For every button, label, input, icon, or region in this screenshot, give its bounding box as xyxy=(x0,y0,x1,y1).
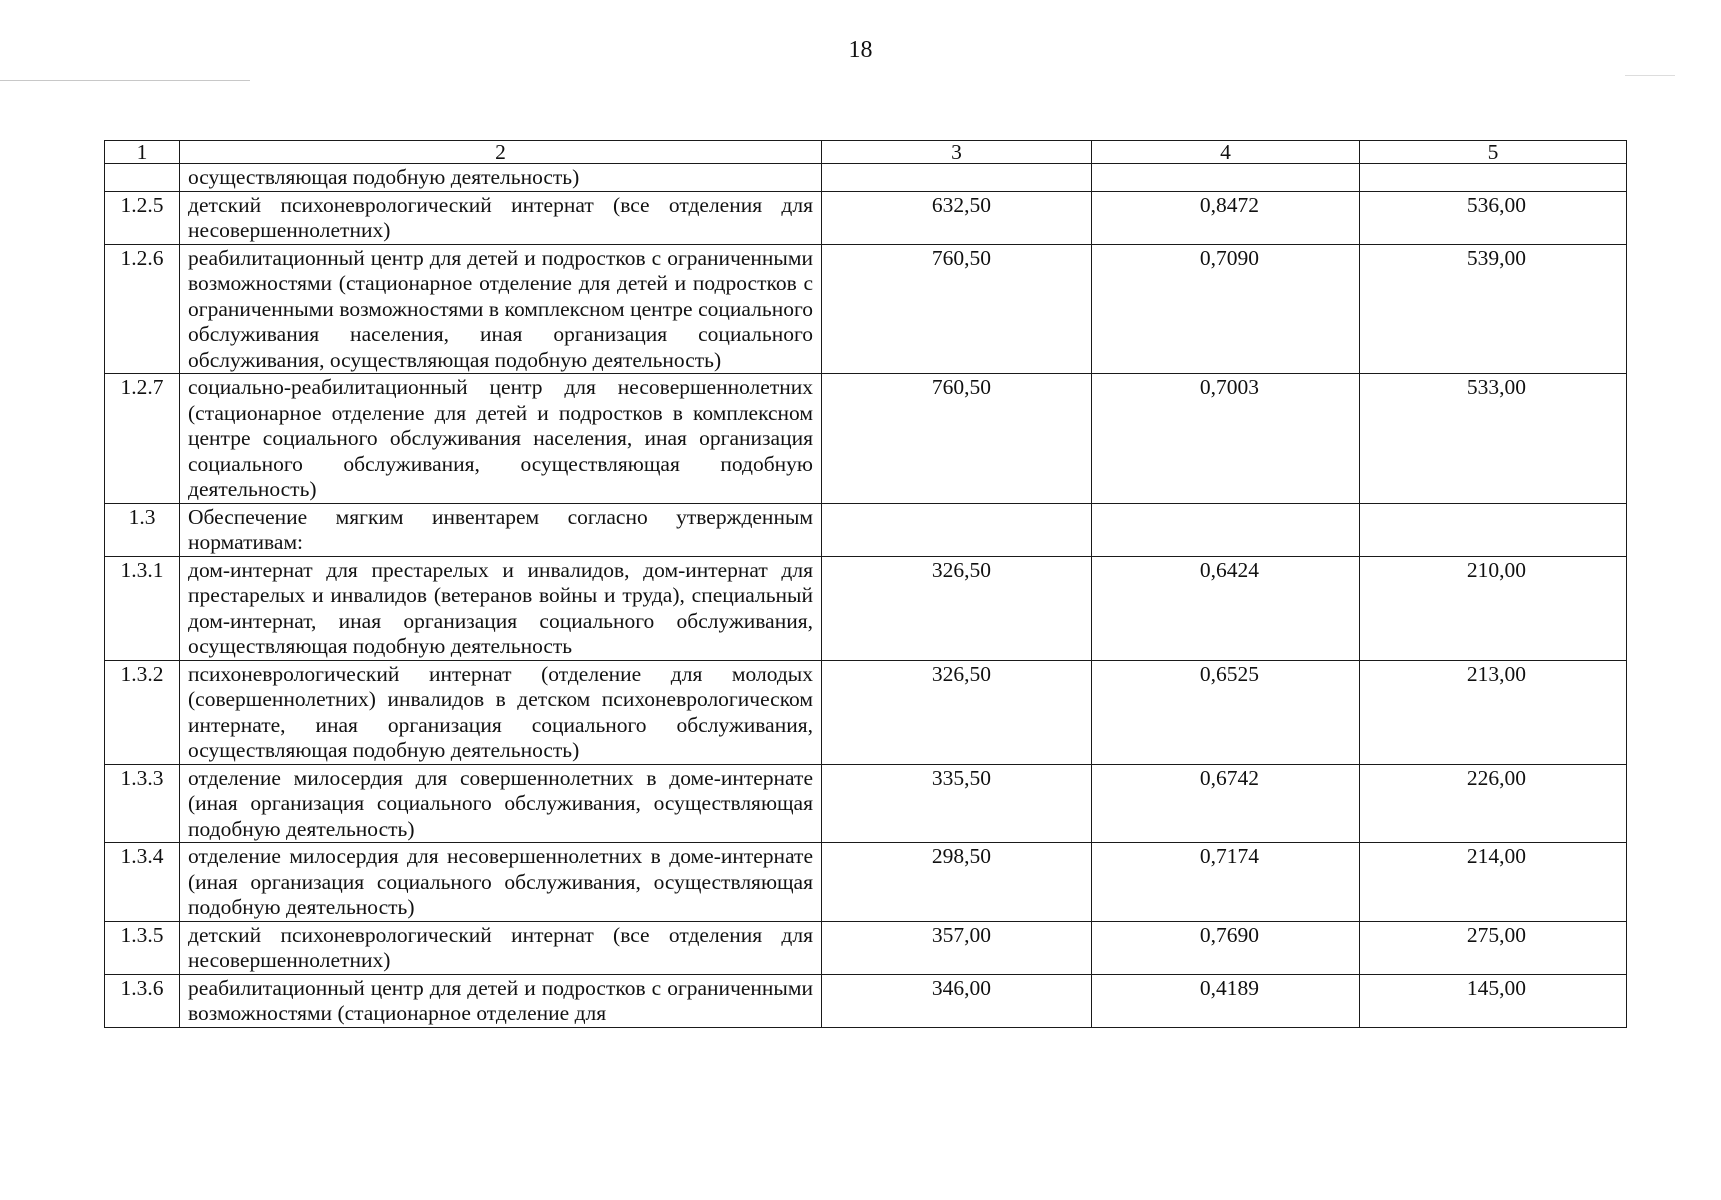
row-value-col5: 539,00 xyxy=(1360,244,1627,374)
tariff-table xyxy=(104,140,1627,1028)
row-value-col5: 210,00 xyxy=(1360,556,1627,660)
row-value-col3 xyxy=(822,164,1092,192)
row-value-col4: 0,8472 xyxy=(1092,191,1360,244)
table-row xyxy=(105,843,1627,922)
row-value-col3: 326,50 xyxy=(822,660,1092,764)
row-value-col4 xyxy=(1092,164,1360,192)
table-row xyxy=(105,764,1627,843)
row-value-col5: 275,00 xyxy=(1360,921,1627,974)
row-number: 1.2.5 xyxy=(105,191,180,244)
column-header: 4 xyxy=(1092,141,1360,164)
row-value-col5: 214,00 xyxy=(1360,843,1627,922)
row-value-col5: 536,00 xyxy=(1360,191,1627,244)
page-number: 18 xyxy=(848,37,873,63)
row-number: 1.3 xyxy=(105,503,180,556)
row-value-col4: 0,6525 xyxy=(1092,660,1360,764)
row-value-col5: 226,00 xyxy=(1360,764,1627,843)
table-row xyxy=(105,660,1627,764)
row-value-col3: 760,50 xyxy=(822,374,1092,504)
row-number: 1.3.2 xyxy=(105,660,180,764)
row-value-col3: 335,50 xyxy=(822,764,1092,843)
row-description: Обеспечение мягким инвентарем согласно утвержденным нормативам: xyxy=(180,503,822,556)
row-number: 1.2.7 xyxy=(105,374,180,504)
table-row xyxy=(105,974,1627,1027)
row-value-col3 xyxy=(822,503,1092,556)
row-number xyxy=(105,164,180,192)
row-value-col4: 0,7690 xyxy=(1092,921,1360,974)
row-value-col4: 0,7174 xyxy=(1092,843,1360,922)
row-value-col3: 346,00 xyxy=(822,974,1092,1027)
row-number: 1.2.6 xyxy=(105,244,180,374)
row-value-col4: 0,7003 xyxy=(1092,374,1360,504)
row-value-col3: 632,50 xyxy=(822,191,1092,244)
row-number: 1.3.1 xyxy=(105,556,180,660)
column-header: 5 xyxy=(1360,141,1627,164)
row-value-col5: 145,00 xyxy=(1360,974,1627,1027)
table-row xyxy=(105,556,1627,660)
row-description: детский психоневрологический интернат (все отделения для несовершеннолетних) xyxy=(180,191,822,244)
row-value-col4: 0,4189 xyxy=(1092,974,1360,1027)
row-description: детский психоневрологический интернат (все отделения для несовершеннолетних) xyxy=(180,921,822,974)
row-description: реабилитационный центр для детей и подростков с ограниченными возможностями (стационарное отделение для детей и подростков с ограниченными возможностями в комплексном центре социального обслуживания населения, иная организация социального обслуживания, осуществляющая подобную деятельность) xyxy=(180,244,822,374)
row-value-col5 xyxy=(1360,503,1627,556)
row-value-col3: 357,00 xyxy=(822,921,1092,974)
row-description: реабилитационный центр для детей и подростков с ограниченными возможностями (стационарное отделение для xyxy=(180,974,822,1027)
row-description: дом-интернат для престарелых и инвалидов, дом-интернат для престарелых и инвалидов (ветеранов войны и труда), специальный дом-интернат, иная организация социального обслуживания, осуществляющая подобную деятельность xyxy=(180,556,822,660)
column-header: 3 xyxy=(822,141,1092,164)
row-value-col3: 760,50 xyxy=(822,244,1092,374)
row-number: 1.3.5 xyxy=(105,921,180,974)
table-row xyxy=(105,921,1627,974)
table-row xyxy=(105,244,1627,374)
table-row xyxy=(105,503,1627,556)
row-value-col3: 326,50 xyxy=(822,556,1092,660)
scan-artifact-line xyxy=(1625,75,1675,76)
row-number: 1.3.6 xyxy=(105,974,180,1027)
scan-artifact-line xyxy=(0,80,250,81)
column-header: 1 xyxy=(105,141,180,164)
row-value-col3: 298,50 xyxy=(822,843,1092,922)
row-description: отделение милосердия для несовершеннолетних в доме-интернате (иная организация социального обслуживания, осуществляющая подобную деятельность) xyxy=(180,843,822,922)
row-description: психоневрологический интернат (отделение для молодых (совершеннолетних) инвалидов в детском психоневрологическом интернате, иная организация социального обслуживания, осуществляющая подобную деятельность) xyxy=(180,660,822,764)
table-header-row xyxy=(105,141,1627,164)
row-value-col5: 533,00 xyxy=(1360,374,1627,504)
table-row xyxy=(105,191,1627,244)
row-description: социально-реабилитационный центр для несовершеннолетних (стационарное отделение для детей и подростков в комплексном центре социального обслуживания населения, иная организация социального обслуживания, осуществляющая подобную деятельность) xyxy=(180,374,822,504)
row-number: 1.3.4 xyxy=(105,843,180,922)
row-value-col4 xyxy=(1092,503,1360,556)
row-value-col5: 213,00 xyxy=(1360,660,1627,764)
row-description: отделение милосердия для совершеннолетних в доме-интернате (иная организация социального обслуживания, осуществляющая подобную деятельность) xyxy=(180,764,822,843)
table-row xyxy=(105,164,1627,192)
table-row xyxy=(105,374,1627,504)
row-value-col4: 0,6424 xyxy=(1092,556,1360,660)
column-header: 2 xyxy=(180,141,822,164)
row-value-col4: 0,6742 xyxy=(1092,764,1360,843)
row-value-col4: 0,7090 xyxy=(1092,244,1360,374)
row-description: осуществляющая подобную деятельность) xyxy=(180,164,822,192)
row-value-col5 xyxy=(1360,164,1627,192)
row-number: 1.3.3 xyxy=(105,764,180,843)
